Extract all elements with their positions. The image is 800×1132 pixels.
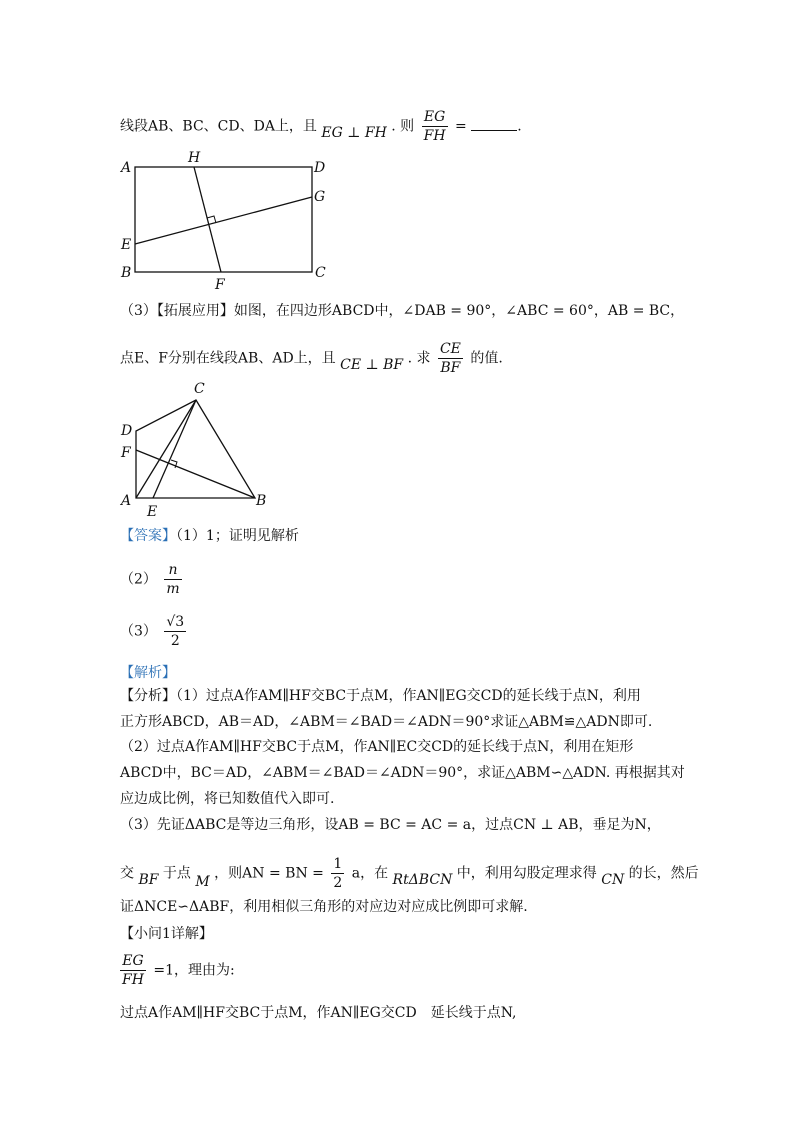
label-a: A [121, 160, 132, 176]
fx3b-5: 中，利用勾股定理求得 [456, 865, 597, 882]
label-h: H [188, 150, 201, 166]
part3-ratio-num: CE [439, 341, 461, 357]
answer-1: （1）1；证明见解析 [176, 528, 299, 544]
analysis-ratio [120, 952, 146, 989]
fx3b-m: M [195, 873, 210, 890]
label-b: B [121, 265, 132, 281]
label-e2: E [147, 504, 158, 520]
part2-ze: . 则 [391, 118, 415, 135]
answer-line2 [120, 561, 185, 598]
fx3b-rt: RtΔBCN [392, 871, 453, 888]
answer-2-den: m [166, 581, 180, 597]
part3-condition: CE ⊥ BF [340, 356, 404, 373]
part2-condition: EG ⊥ FH [321, 124, 387, 141]
analysis-ratio-line [120, 952, 235, 989]
analysis-fx2c: 应边成比例，将已知数值代入即可. [120, 791, 335, 807]
part3-ratio-den: BF [440, 360, 461, 376]
segment-ce [153, 400, 196, 498]
part2-eq: = [455, 118, 467, 135]
answer-line1 [120, 526, 299, 546]
part3-ratio [438, 340, 463, 377]
segment-eg [135, 197, 312, 244]
analysis-ratio-num: EG [120, 952, 146, 971]
fx3b-2: 于点 [162, 865, 191, 882]
fx3b-half [331, 855, 344, 892]
fx3b-half-num: 1 [333, 856, 343, 872]
answer-line3 [120, 613, 189, 650]
label-g: G [314, 189, 326, 205]
analysis-ratio-tail: =1，理由为: [153, 962, 235, 979]
part3-line2 [120, 340, 503, 377]
figure-quadrilateral [118, 378, 288, 520]
fx3b-cn: CN [601, 871, 625, 888]
figure-rectangle [118, 145, 348, 295]
fx3b-1: 交 [120, 865, 134, 882]
label-d: D [314, 160, 326, 176]
quad-abcd [136, 400, 255, 498]
analysis-fx3b [120, 855, 699, 892]
analysis-xw1: 【小问1详解】 [120, 926, 213, 942]
answer-3-prefix: （3） [120, 623, 157, 640]
answer-2-prefix: （2） [120, 571, 157, 588]
label-f2: F [121, 445, 131, 461]
part3-text: 点E、F分别在线段AB、AD上，且 [120, 350, 336, 367]
analysis-fx3: （3）先证ΔABC是等边三角形，设AB = BC = AC = a，过点CN ⊥ AB，垂足为N， [120, 817, 661, 833]
answer-blank [471, 116, 517, 131]
part2-text: 线段AB、BC、CD、DA上，且 [120, 118, 317, 135]
rect-abcd [135, 167, 312, 272]
analysis-fx2b: ABCD中，BC＝AD，∠ABM＝∠BAD＝∠ADN＝90°，求证△ABM∽△ADN. 再根据其对 [120, 765, 685, 781]
part2-ratio-den: FH [423, 128, 446, 144]
part2-ratio [422, 108, 448, 145]
part3-qiu: . 求 [407, 350, 431, 367]
part3-line1: （3）【拓展应用】如图，在四边形ABCD中，∠DAB = 90°，∠ABC = 60°，AB = BC， [120, 303, 685, 319]
analysis-fx2: （2）过点A作AM∥HF交BC于点M，作AN∥EC交CD的延长线于点N，利用在矩形 [120, 739, 634, 755]
answer-2-fraction [164, 561, 181, 598]
label-f: F [215, 277, 225, 293]
label-c2: C [194, 381, 205, 397]
answer-2-num: n [164, 561, 181, 580]
label-a2: A [121, 493, 132, 509]
fx3b-4: a，在 [351, 865, 389, 882]
segment-hf [194, 167, 221, 272]
answer-label: 【答案】 [120, 528, 176, 544]
analysis-label: 【解析】 [120, 665, 176, 681]
label-b2: B [256, 493, 267, 509]
fx3b-3: ，则AN = BN = [214, 865, 324, 882]
answer-3-num: √3 [166, 614, 185, 630]
analysis-last: 过点A作AM∥HF交BC于点M，作AN∥EG交CD 延长线于点N, [120, 1005, 517, 1021]
fx3b-bf: BF [138, 871, 159, 888]
part3-de-zhi: 的值. [470, 350, 503, 367]
segment-bf [136, 450, 255, 498]
part2-condition-line: 线段AB、BC、CD、DA上，且 EG ⊥ FH . 则 $\frac{EG}{FH}$ = . [120, 109, 522, 144]
fx3b-half-den: 2 [333, 875, 343, 891]
label-d2: D [121, 423, 133, 439]
fx3b-6: 的长，然后 [628, 865, 699, 882]
answer-3-fraction [164, 613, 186, 650]
label-e: E [121, 237, 132, 253]
analysis-fx1: 【分析】（1）过点A作AM∥HF交BC于点M，作AN∥EG交CD的延长线于点N，利用 [120, 688, 641, 704]
segment-ac [136, 400, 196, 498]
analysis-fx3c: 证ΔNCE∽ΔABF，利用相似三角形的对应边对应成比例即可求解. [120, 899, 528, 915]
label-c: C [315, 265, 326, 281]
analysis-fx1b: 正方形ABCD，AB＝AD，∠ABM＝∠BAD＝∠ADN＝90°求证△ABM≌△ADN即可. [120, 714, 653, 730]
analysis-ratio-den: FH [122, 972, 144, 988]
answer-3-den: 2 [170, 633, 180, 649]
part2-ratio-num: EG [422, 108, 448, 127]
